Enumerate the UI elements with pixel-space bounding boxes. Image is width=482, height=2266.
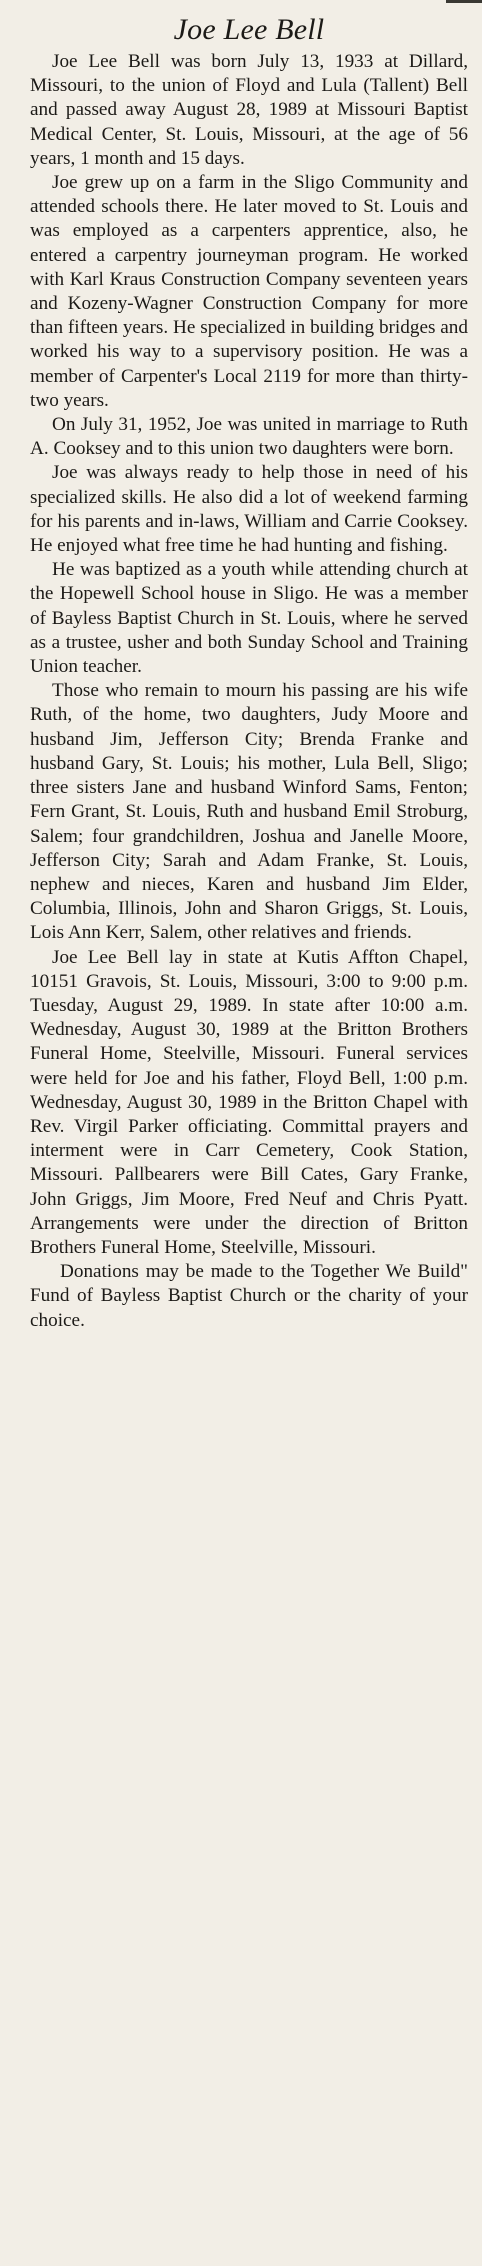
paragraph-survivors: Those who remain to mourn his passing are his wife Ruth, of the home, two daughters, Judy Moore and husband Jim, Jefferson City; Brenda Franke and husband Gary, St. Louis; his mother, Lula Bell, Sligo; three sisters Jane and husband Winford Sams, Fenton; Fern Grant, St. Louis, Ruth and husband Emil Stroburg, Salem; four grandchildren, Joshua and Janelle Moore, Jefferson City; Sarah and Adam Franke, St. Louis, nephew and nieces, Karen and husband Jim Elder, Columbia, Illinois, John and Sharon Griggs, St. Louis, Lois Ann Kerr, Salem, other relatives and friends. xyxy=(30,680,468,944)
paragraph-character: Joe was always ready to help those in need of his specialized skills. He also did a lot of weekend farming for his parents and in-laws, William and Carrie Cooksey. He enjoyed what free time he had hunting and fishing. xyxy=(30,462,468,557)
obituary-title: Joe Lee Bell xyxy=(173,13,325,46)
paragraph-marriage: On July 31, 1952, Joe was united in marriage to Ruth A. Cooksey and to this union two daughters were born. xyxy=(30,414,468,460)
paragraph-donations: Donations may be made to the Together We Build" Fund of Bayless Baptist Church or the charity of your choice. xyxy=(30,1261,468,1331)
paragraph-career: Joe grew up on a farm in the Sligo Community and attended schools there. He later moved to St. Louis and was employed as a carpenters apprentice, also, he entered a carpentry journeyman program. He worked with Karl Kraus Construction Company seventeen years and Kozeny-Wagner Construction Company for more than fifteen years. He specialized in building bridges and worked his way to a supervisory position. He was a member of Carpenter's Local 2119 for more than thirty-two years. xyxy=(30,172,468,411)
top-rule xyxy=(446,0,482,3)
paragraph-birth-death: Joe Lee Bell was born July 13, 1933 at Dillard, Missouri, to the union of Floyd and Lula (Tallent) Bell and passed away August 28, 1989 at Missouri Baptist Medical Center, St. Louis, Missouri, at the age of 56 years, 1 month and 15 days. xyxy=(30,51,468,169)
paragraph-church: He was baptized as a youth while attending church at the Hopewell School house in Sligo. He was a member of Bayless Baptist Church in St. Louis, where he served as a trustee, usher and both Sunday School and Training Union teacher. xyxy=(30,559,468,678)
paragraph-services: Joe Lee Bell lay in state at Kutis Affton Chapel, 10151 Gravois, St. Louis, Missouri, 3:00 to 9:00 p.m. Tuesday, August 29, 1989. In state after 10:00 a.m. Wednesday, August 30, 1989 at the Britton Brothers Funeral Home, Steelville, Missouri. Funeral services were held for Joe and his father, Floyd Bell, 1:00 p.m. Wednesday, August 30, 1989 in the Britton Chapel with Rev. Virgil Parker officiating. Committal prayers and interment were in Carr Cemetery, Cook Station, Missouri. Pallbearers were Bill Cates, Gary Franke, John Griggs, Jim Moore, Fred Neuf and Chris Pyatt. Arrangements were under the direction of Britton Brothers Funeral Home, Steelville, Missouri. xyxy=(30,946,468,1258)
